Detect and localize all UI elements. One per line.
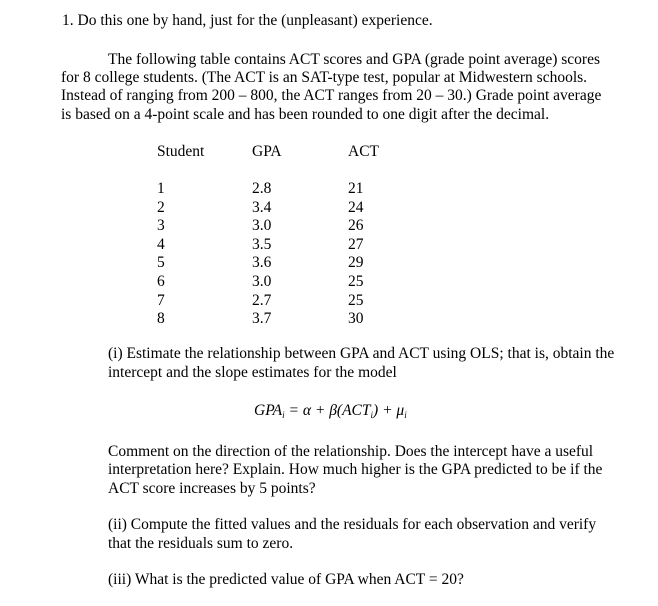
act-cell: 29 (348, 254, 364, 272)
header-act: ACT (348, 143, 379, 160)
equation-subscript: i (282, 410, 285, 420)
intro-line-1: The following table contains ACT scores and GPA (grade point average) scores (108, 51, 601, 68)
intro-line-3: Instead of ranging from 200 – 800, the ACT ranges from 20 – 30.) Grade point average (61, 87, 602, 104)
act-cell: 21 (348, 180, 364, 197)
act-cell: 30 (348, 310, 364, 328)
part-ii-line-1: (ii) Compute the fitted values and the residuals for each observation and verify (108, 516, 597, 533)
act-column (348, 180, 364, 329)
header-student: Student (157, 143, 205, 160)
act-cell: 24 (348, 198, 364, 216)
intro-line-2: for 8 college students. (The ACT is an SAT-type test, popular at Midwestern schools. (61, 69, 588, 86)
equation-subscript: i (370, 410, 374, 420)
gpa-cell: 3.4 (252, 198, 272, 216)
part-i-line-2: intercept and the slope estimates for the model (108, 364, 397, 381)
comment-line-2: interpretation here? Explain. How much higher is the GPA predicted to be if the (108, 461, 603, 478)
student-cell: 1 (157, 180, 165, 197)
part-i-line-1: (i) Estimate the relationship between GPA and ACT using OLS; that is, obtain the (108, 345, 615, 362)
act-cell: 25 (348, 272, 364, 290)
act-cell: 27 (348, 235, 364, 253)
student-column (157, 180, 165, 329)
student-cell: 6 (157, 272, 165, 290)
equation-middle: = α + β(ACT (284, 402, 371, 419)
comment-line-3: ACT score increases by 5 points? (108, 480, 316, 497)
gpa-column (252, 180, 271, 329)
model-equation (254, 402, 407, 424)
header-gpa: GPA (252, 143, 282, 160)
equation-close: ) + μ (373, 402, 405, 419)
part-iii: (iii) What is the predicted value of GPA when ACT = 20? (108, 571, 464, 588)
student-cell: 4 (157, 235, 165, 253)
student-cell: 7 (157, 291, 165, 309)
gpa-cell: 3.6 (252, 254, 272, 272)
intro-line-4: is based on a 4-point scale and has been rounded to one digit after the decimal. (61, 106, 550, 123)
student-cell: 3 (157, 217, 165, 235)
act-cell: 26 (348, 217, 364, 235)
equation-lhs: GPA (254, 402, 283, 419)
gpa-cell: 2.8 (252, 180, 272, 197)
act-cell: 25 (348, 291, 364, 309)
gpa-cell: 3.7 (252, 310, 272, 328)
equation-subscript: i (404, 410, 407, 420)
student-cell: 5 (157, 254, 165, 272)
student-cell: 2 (157, 198, 165, 216)
student-cell: 8 (157, 310, 165, 328)
part-ii-line-2: that the residuals sum to zero. (108, 535, 294, 552)
question-heading: 1. Do this one by hand, just for the (unpleasant) experience. (62, 12, 433, 29)
comment-line-1: Comment on the direction of the relationship. Does the intercept have a useful (108, 443, 594, 460)
gpa-cell: 3.0 (252, 272, 272, 290)
gpa-cell: 3.5 (252, 235, 272, 253)
gpa-cell: 3.0 (252, 217, 272, 235)
gpa-cell: 2.7 (252, 291, 272, 309)
